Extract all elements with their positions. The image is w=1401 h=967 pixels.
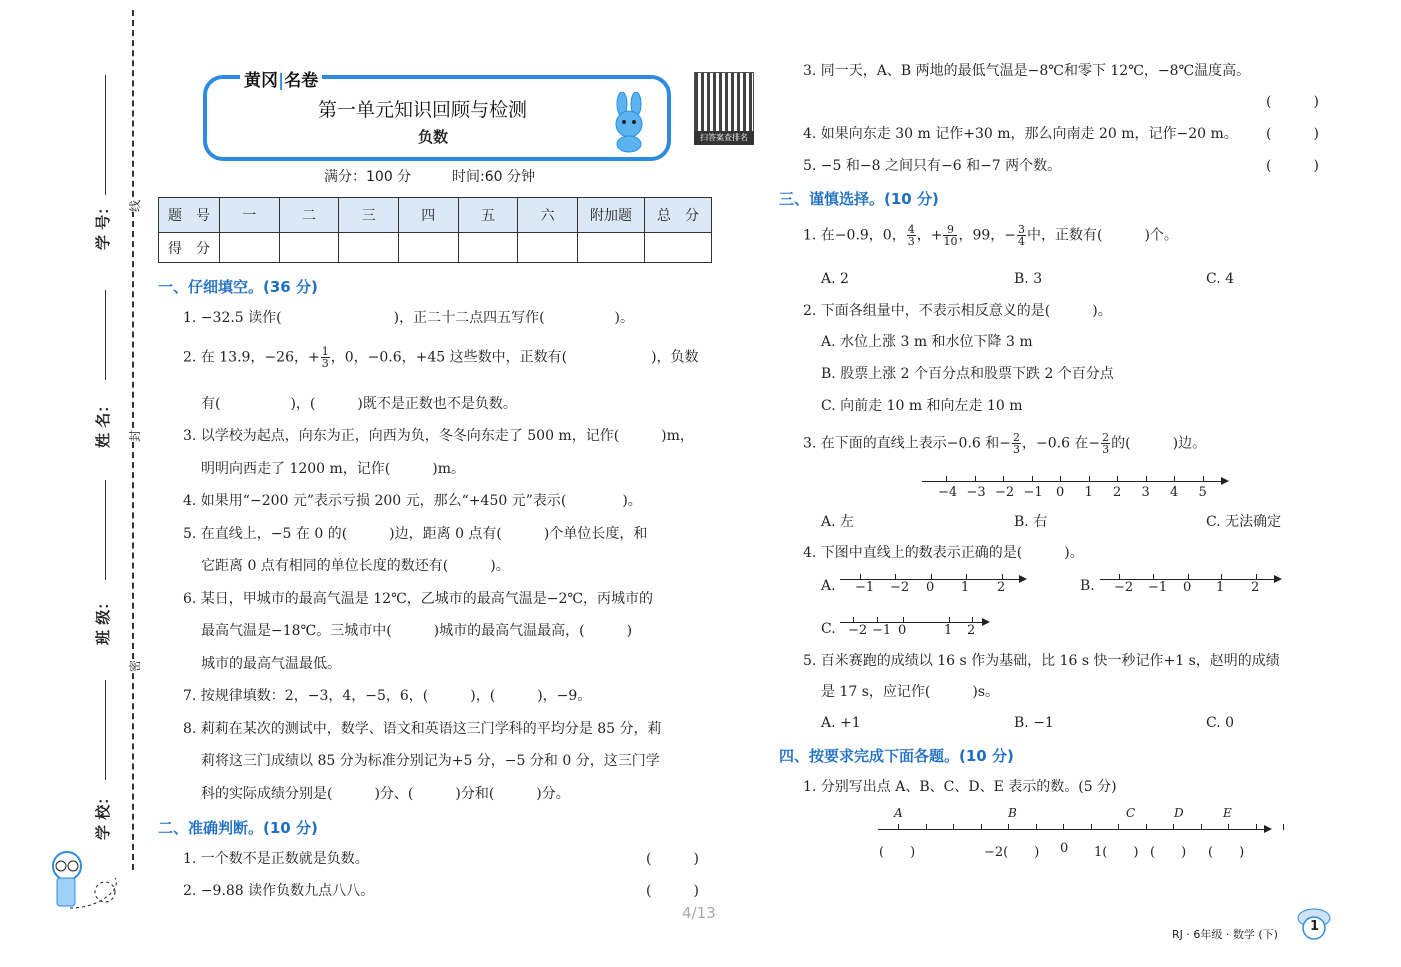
s2-q1-answer[interactable]: ( ) xyxy=(646,851,699,867)
s1-q4: 4. 如果用“−200 元”表示亏损 200 元，那么“+450 元”表示( )。 xyxy=(183,493,642,509)
number-line-tick xyxy=(1032,476,1033,482)
number-line-tick xyxy=(1201,824,1202,830)
option-b-label: 2 xyxy=(1251,580,1260,595)
table-cell: 总 分 xyxy=(645,198,712,233)
number-line-tick xyxy=(1173,824,1174,830)
s3-q1-option-b[interactable]: B. 3 xyxy=(1014,271,1043,287)
option-a-label: 2 xyxy=(997,580,1006,595)
number-line-tick xyxy=(1256,824,1257,830)
section-3-title: 三、谨慎选择。(10 分) xyxy=(779,190,939,208)
s2-q4-answer[interactable]: ( ) xyxy=(1266,126,1319,142)
qr-code[interactable] xyxy=(694,72,754,132)
table-cell: 六 xyxy=(518,198,578,233)
s3-q3-option-b[interactable]: B. 右 xyxy=(1014,514,1048,530)
number-line-tick xyxy=(1117,476,1118,482)
number-line-tick xyxy=(1283,824,1284,830)
option-a-label: −1 xyxy=(855,580,875,595)
seal-seal-text: 封 xyxy=(128,429,142,442)
s3-q1: 1. 在−0.9，0， $\frac{4}{3}$ ，+ $\frac{9}{10}$ ，99，− $\frac{3}{4}$ 中，正数有( )个。 xyxy=(803,223,1178,248)
name-line xyxy=(105,290,106,380)
s1-q5-line2: 它距离 0 点有相同的单位长度的数还有( )。 xyxy=(201,558,510,574)
s3-q3-number-line xyxy=(922,481,1227,482)
s2-q5: 5. −5 和−8 之间只有−6 和−7 两个数。 xyxy=(803,158,1062,174)
s3-q4-option-c-label[interactable]: C. xyxy=(821,621,836,637)
s3-q4-option-a-label[interactable]: A. xyxy=(821,578,836,594)
option-a-label: −2 xyxy=(890,580,910,595)
score-cell[interactable] xyxy=(458,233,518,263)
s3-q5-option-a[interactable]: A. +1 xyxy=(821,715,861,731)
number-line-tick xyxy=(1203,476,1204,482)
score-cell[interactable] xyxy=(645,233,712,263)
point-label-e: E xyxy=(1223,806,1232,820)
answer-blank: 0 xyxy=(1060,841,1069,856)
number-line-tick xyxy=(926,824,927,830)
score-cell[interactable] xyxy=(279,233,339,263)
page-title: 第一单元知识回顾与检测 xyxy=(318,99,528,121)
number-line-label: −3 xyxy=(966,485,986,500)
name-label: 姓 名： xyxy=(94,397,112,448)
s2-q2-answer[interactable]: ( ) xyxy=(646,883,699,899)
number-line-label: 5 xyxy=(1198,485,1207,500)
full-score: 满分：100 分 xyxy=(324,169,412,185)
s1-q8-line2: 莉将这三门成绩以 85 分为标准分别记为+5 分，−5 分和 0 分，这三门学 xyxy=(201,753,660,769)
s3-q2-option-c[interactable]: C. 向前走 10 m 和向左走 10 m xyxy=(821,398,1023,414)
score-table xyxy=(158,197,712,263)
number-line-label: 4 xyxy=(1170,485,1179,500)
s1-q1: 1. −32.5 读作( )，正二十二点四五写作( )。 xyxy=(183,310,635,326)
option-c-label: 1 xyxy=(944,623,953,638)
s3-q1-option-c[interactable]: C. 4 xyxy=(1206,271,1235,287)
number-line-tick xyxy=(1174,476,1175,482)
option-c-label: −2 xyxy=(848,623,868,638)
s2-q3-answer[interactable]: ( ) xyxy=(1266,94,1319,110)
s1-q2-line1: 2. 在 13.9，−26，+ $\frac{1}{3}$ ，0，−0.6，+45 这些数中，正数有( )，负数 xyxy=(183,345,699,370)
s3-q5-line2: 是 17 s，应记作( )s。 xyxy=(821,684,1000,700)
s2-q3: 3. 同一天，A、B 两地的最低气温是−8℃和零下 12℃，−8℃温度高。 xyxy=(803,63,1251,79)
point-label-a: A xyxy=(894,806,903,820)
s1-q6-line3: 城市的最高气温最低。 xyxy=(201,656,341,672)
score-cell[interactable] xyxy=(339,233,399,263)
answer-blank: ( ) xyxy=(1150,845,1187,860)
s3-q2: 2. 下面各组量中，不表示相反意义的是( )。 xyxy=(803,303,1112,319)
number-line-label: −1 xyxy=(1023,485,1043,500)
number-line-tick xyxy=(1003,476,1004,482)
brand-logo: 黄冈|名卷 xyxy=(240,66,322,91)
footer-grade: RJ · 6年级 · 数学 (下) xyxy=(1172,928,1278,941)
score-table-header-row xyxy=(159,198,712,233)
s1-q3-line2: 明明向西走了 1200 m，记作( )m。 xyxy=(201,461,466,477)
point-label-d: D xyxy=(1174,806,1184,820)
s1-q5-line1: 5. 在直线上，−5 在 0 的( )边，距离 0 点有( )个单位长度，和 xyxy=(183,526,648,542)
s3-q3-option-a[interactable]: A. 左 xyxy=(821,514,855,530)
class-label: 班 级： xyxy=(94,594,112,645)
table-cell: 附加题 xyxy=(578,198,645,233)
number-line-tick xyxy=(946,476,947,482)
option-b-label: 0 xyxy=(1183,580,1192,595)
class-line xyxy=(105,480,106,580)
number-line-tick xyxy=(1036,824,1037,830)
answer-blank: ( ) xyxy=(879,845,916,860)
s2-q1: 1. 一个数不是正数就是负数。 xyxy=(183,851,369,867)
s3-q4: 4. 下图中直线上的数表示正确的是( )。 xyxy=(803,545,1084,561)
number-line-label: 3 xyxy=(1141,485,1150,500)
point-label-b: B xyxy=(1008,806,1017,820)
answer-blank: 1( ) xyxy=(1094,845,1139,860)
option-b-label: 1 xyxy=(1216,580,1225,595)
s3-q2-option-a[interactable]: A. 水位上涨 3 m 和水位下降 3 m xyxy=(821,334,1033,350)
page-indicator: 4/13 xyxy=(682,904,716,922)
seal-secret-text: 密 xyxy=(128,659,142,672)
table-cell: 五 xyxy=(458,198,518,233)
id-line xyxy=(105,75,106,195)
score-cell[interactable] xyxy=(398,233,458,263)
s1-q7: 7. 按规律填数：2，−3，4，−5，6，( )，( )，−9。 xyxy=(183,688,592,704)
school-label: 学 校： xyxy=(94,789,112,840)
s2-q5-answer[interactable]: ( ) xyxy=(1266,158,1319,174)
option-c-label: 0 xyxy=(898,623,907,638)
score-cell[interactable] xyxy=(220,233,280,263)
s3-q4-option-b-label[interactable]: B. xyxy=(1080,578,1095,594)
point-label-c: C xyxy=(1126,806,1136,820)
s1-q6-line1: 6. 某日，甲城市的最高气温是 12℃，乙城市的最高气温是−2℃，丙城市的 xyxy=(183,591,654,607)
s3-q5-line1: 5. 百米赛跑的成绩以 16 s 作为基础，比 16 s 快一秒记作+1 s，赵明的成绩 xyxy=(803,653,1280,669)
score-table-score-row xyxy=(159,233,712,263)
table-cell: 得 分 xyxy=(159,233,220,263)
number-line-tick xyxy=(975,476,976,482)
number-line-tick xyxy=(981,824,982,830)
s3-q3: 3. 在下面的直线上表示−0.6 和− $\frac{2}{3}$ ，−0.6 在− $\frac{2}{3}$ 的( )边。 xyxy=(803,431,1207,456)
seal-line-text: 线 xyxy=(128,199,142,212)
s2-q4: 4. 如果向东走 30 m 记作+30 m，那么向南走 20 m，记作−20 m。 xyxy=(803,126,1238,142)
table-cell: 三 xyxy=(339,198,399,233)
page-number: 1 xyxy=(1310,919,1320,934)
number-line-tick xyxy=(1060,476,1061,482)
number-line-tick xyxy=(898,824,899,830)
number-line-label: −4 xyxy=(938,485,958,500)
number-line-tick xyxy=(1146,824,1147,830)
section-2-title: 二、准确判断。(10 分) xyxy=(158,819,318,837)
time-limit: 时间:60 分钟 xyxy=(452,169,535,185)
number-line-tick xyxy=(1089,476,1090,482)
table-cell: 一 xyxy=(220,198,280,233)
s1-q8-line3: 科的实际成绩分别是( )分、( )分和( )分。 xyxy=(201,786,570,802)
s3-q3-option-c[interactable]: C. 无法确定 xyxy=(1206,514,1282,530)
number-line-tick xyxy=(1228,824,1229,830)
option-b-label: −1 xyxy=(1148,580,1168,595)
s1-q8-line1: 8. 莉莉在某次的测试中，数学、语文和英语这三门学科的平均分是 85 分，莉 xyxy=(183,721,662,737)
number-line-tick xyxy=(1091,824,1092,830)
number-line-tick xyxy=(953,824,954,830)
qr-caption: 扫答案查排名 xyxy=(694,131,754,145)
s1-q3-line1: 3. 以学校为起点，向东为正，向西为负，冬冬向东走了 500 m，记作( )m， xyxy=(183,428,694,444)
score-cell[interactable] xyxy=(518,233,578,263)
s3-q5-option-b[interactable]: B. −1 xyxy=(1014,715,1054,731)
s3-q1-option-a[interactable]: A. 2 xyxy=(821,271,849,287)
number-line-tick xyxy=(1146,476,1147,482)
number-line-tick xyxy=(1063,824,1064,830)
pencil-mascot-icon xyxy=(45,838,125,913)
s3-q2-option-b[interactable]: B. 股票上涨 2 个百分点和股票下跌 2 个百分点 xyxy=(821,366,1114,382)
number-line-tick xyxy=(1118,824,1119,830)
s2-q2: 2. −9.88 读作负数九点八八。 xyxy=(183,883,375,899)
table-cell: 二 xyxy=(279,198,339,233)
table-cell: 四 xyxy=(398,198,458,233)
option-a-label: 1 xyxy=(961,580,970,595)
number-line-label: 2 xyxy=(1113,485,1122,500)
s1-q2-line2: 有( )，( )既不是正数也不是负数。 xyxy=(201,396,517,412)
number-line-label: −2 xyxy=(995,485,1015,500)
section-4-title: 四、按要求完成下面各题。(10 分) xyxy=(779,747,1014,765)
s1-q6-line2: 最高气温是−18℃。三城市中( )城市的最高气温最高，( ) xyxy=(201,623,633,639)
option-a-label: 0 xyxy=(926,580,935,595)
page-subtitle: 负数 xyxy=(418,128,449,146)
score-cell[interactable] xyxy=(578,233,645,263)
fraction: $\frac{1}{3}$ xyxy=(321,345,329,370)
answer-blank: ( ) xyxy=(1208,845,1245,860)
section-1-title: 一、仔细填空。(36 分) xyxy=(158,278,318,296)
rabbit-mascot-icon xyxy=(600,92,666,154)
option-c-label: −1 xyxy=(872,623,892,638)
number-line-label: 1 xyxy=(1084,485,1093,500)
table-cell: 题 号 xyxy=(159,198,220,233)
id-label: 学 号： xyxy=(94,199,112,250)
s3-q5-option-c[interactable]: C. 0 xyxy=(1206,715,1235,731)
s4-q1: 1. 分别写出点 A、B、C、D、E 表示的数。(5 分) xyxy=(803,779,1117,795)
number-line-label: 0 xyxy=(1056,485,1065,500)
option-b-label: −2 xyxy=(1114,580,1134,595)
s4-number-line xyxy=(878,829,1270,830)
answer-blank: −2( ) xyxy=(984,845,1040,860)
option-c-label: 2 xyxy=(967,623,976,638)
number-line-tick xyxy=(1008,824,1009,830)
school-line xyxy=(105,680,106,780)
